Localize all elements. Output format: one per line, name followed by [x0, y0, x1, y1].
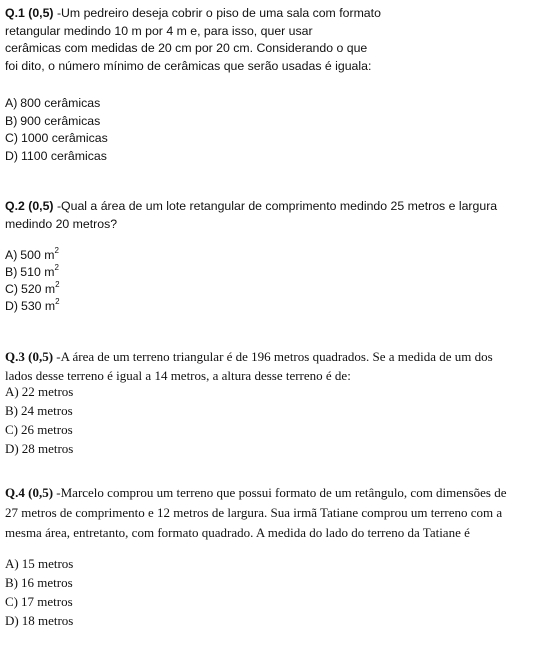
option-letter: C)	[5, 282, 18, 296]
question-4-line-3: mesma área, entretanto, com formato quadrado. A medida do lado do terreno da Tatiane é	[5, 525, 470, 540]
question-2-option-b	[5, 264, 552, 281]
question-2-text-1: -Qual a área de um lote retangular de comprimento medindo 25 metros e largura	[53, 199, 498, 213]
question-4-stem	[5, 483, 552, 543]
question-4-text-1: -Marcelo comprou um terreno que possui formato de um retângulo, com dimensões de	[53, 485, 507, 500]
question-2-line-2: medindo 20 metros?	[5, 216, 118, 231]
question-4-option-a	[5, 554, 552, 573]
question-3-option-b	[5, 401, 552, 420]
option-text: 1000 cerâmicas	[20, 131, 108, 145]
question-1-line-1	[5, 5, 552, 23]
option-letter: B)	[5, 403, 18, 418]
question-4-option-c	[5, 592, 552, 611]
option-letter: C)	[5, 594, 18, 609]
question-4-option-b	[5, 573, 552, 592]
question-1-option-b	[5, 113, 552, 131]
question-2-stem	[5, 198, 552, 233]
option-letter: D)	[5, 441, 19, 456]
option-letter: A)	[5, 556, 19, 571]
option-text: 520 m	[20, 282, 56, 296]
question-2-option-c	[5, 281, 552, 298]
question-1-text-1: -Um pedreiro deseja cobrir o piso de uma sala com formato	[53, 6, 381, 20]
question-2-option-d	[5, 298, 552, 315]
question-3-line-2: lados desse terreno é igual a 14 metros, a altura desse terreno é de:	[5, 368, 351, 383]
option-superscript: 2	[55, 279, 60, 289]
option-text: 15 metros	[21, 556, 74, 571]
question-1-stem	[5, 5, 552, 75]
question-3-label: Q.3 (0,5)	[5, 349, 54, 364]
option-letter: B)	[5, 265, 18, 279]
question-4-line-1	[5, 483, 552, 503]
option-text: 22 metros	[21, 384, 74, 399]
question-1-line-4: foi dito, o número mínimo de cerâmicas que serão usadas é iguala:	[5, 58, 372, 73]
question-3-options	[5, 382, 552, 458]
question-4-options	[5, 554, 552, 630]
option-text: 17 metros	[21, 594, 73, 609]
question-1-option-c	[5, 130, 552, 148]
question-1-line-2: retangular medindo 10 m por 4 m e, para isso, quer usar	[5, 23, 313, 38]
question-2-label: Q.2 (0,5)	[5, 199, 54, 213]
option-text: 800 cerâmicas	[20, 96, 101, 110]
option-text: 28 metros	[21, 441, 74, 456]
option-letter: D)	[5, 148, 18, 163]
question-2-line-1	[5, 198, 552, 216]
question-1-option-a	[5, 95, 552, 113]
option-letter: D)	[5, 613, 19, 628]
option-letter: B)	[5, 113, 18, 128]
option-text: 24 metros	[21, 403, 73, 418]
option-text: 16 metros	[21, 575, 73, 590]
option-text: 500 m	[20, 248, 55, 262]
question-4-line-2: 27 metros de comprimento e 12 metros de largura. Sua irmã Tatiane comprou um terreno com a	[5, 505, 503, 520]
option-letter: A)	[5, 96, 18, 110]
question-3-option-c	[5, 420, 552, 439]
option-letter: A)	[5, 384, 19, 399]
question-3-option-a	[5, 382, 552, 401]
question-1-line-3: cerâmicas com medidas de 20 cm por 20 cm. Considerando o que	[5, 41, 368, 55]
question-1-option-d	[5, 148, 552, 166]
question-2-option-a	[5, 247, 552, 264]
option-text: 510 m	[20, 265, 55, 279]
option-letter: B)	[5, 575, 18, 590]
question-1-label: Q.1 (0,5)	[5, 6, 54, 20]
option-text: 900 cerâmicas	[20, 113, 101, 128]
question-1-options	[5, 95, 552, 165]
question-4-option-d	[5, 611, 552, 630]
question-3-line-1	[5, 347, 552, 366]
option-letter: C)	[5, 131, 18, 145]
option-superscript: 2	[54, 262, 59, 272]
question-2-options	[5, 247, 552, 315]
option-text: 26 metros	[21, 422, 73, 437]
question-3-stem	[5, 347, 552, 385]
option-letter: C)	[5, 422, 18, 437]
option-text: 1100 cerâmicas	[20, 148, 107, 163]
question-4-label: Q.4 (0,5)	[5, 485, 54, 500]
option-superscript: 2	[55, 296, 60, 306]
option-letter: D)	[5, 299, 18, 313]
option-superscript: 2	[54, 245, 59, 255]
option-text: 18 metros	[21, 613, 74, 628]
question-3-text-1: -A área de um terreno triangular é de 196 metros quadrados. Se a medida de um dos	[53, 349, 493, 364]
option-letter: A)	[5, 248, 18, 262]
question-3-option-d	[5, 439, 552, 458]
option-text: 530 m	[20, 299, 56, 313]
